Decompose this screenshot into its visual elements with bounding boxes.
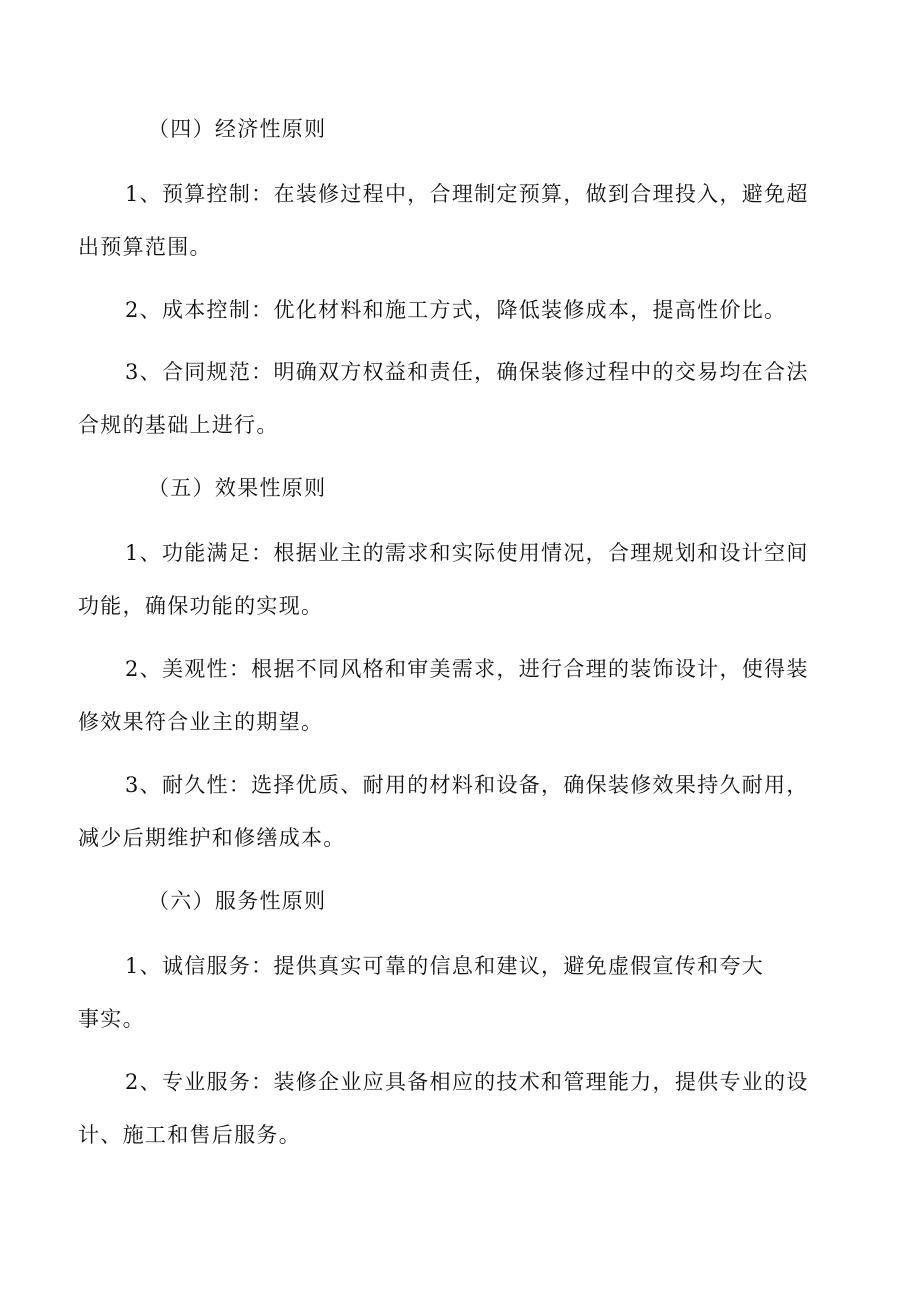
paragraph-cost-line1: 2、成本控制：优化材料和施工方式，降低装修成本，提高性价比。 [125, 298, 787, 322]
paragraph-integrity-line1: 1、诚信服务：提供真实可靠的信息和建议，避免虚假宣传和夸大 [125, 954, 765, 978]
section-heading-4: （四）经济性原则 [148, 117, 327, 141]
paragraph-contract-line1: 3、合同规范：明确双方权益和责任，确保装修过程中的交易均在合法 [125, 360, 809, 384]
paragraph-contract-line2: 合规的基础上进行。 [78, 413, 279, 437]
paragraph-aesthetic-line2: 修效果符合业主的期望。 [78, 710, 324, 734]
section-heading-6: （六）服务性原则 [148, 889, 327, 913]
paragraph-budget-line1: 1、预算控制：在装修过程中，合理制定预算，做到合理投入，避免超 [125, 182, 809, 206]
paragraph-function-line1: 1、功能满足：根据业主的需求和实际使用情况，合理规划和设计空间 [125, 541, 809, 565]
paragraph-durability-line1: 3、耐久性：选择优质、耐用的材料和设备，确保装修效果持久耐用， [125, 773, 809, 797]
section-heading-5: （五）效果性原则 [148, 476, 327, 500]
paragraph-professional-line2: 计、施工和售后服务。 [78, 1123, 301, 1147]
paragraph-durability-line2: 减少后期维护和修缮成本。 [78, 826, 346, 850]
paragraph-integrity-line2: 事实。 [78, 1007, 145, 1031]
paragraph-professional-line1: 2、专业服务：装修企业应具备相应的技术和管理能力，提供专业的设 [125, 1070, 809, 1094]
paragraph-aesthetic-line1: 2、美观性：根据不同风格和审美需求，进行合理的装饰设计，使得装 [125, 657, 809, 681]
paragraph-function-line2: 功能，确保功能的实现。 [78, 594, 324, 618]
paragraph-budget-line2: 出预算范围。 [78, 235, 212, 259]
